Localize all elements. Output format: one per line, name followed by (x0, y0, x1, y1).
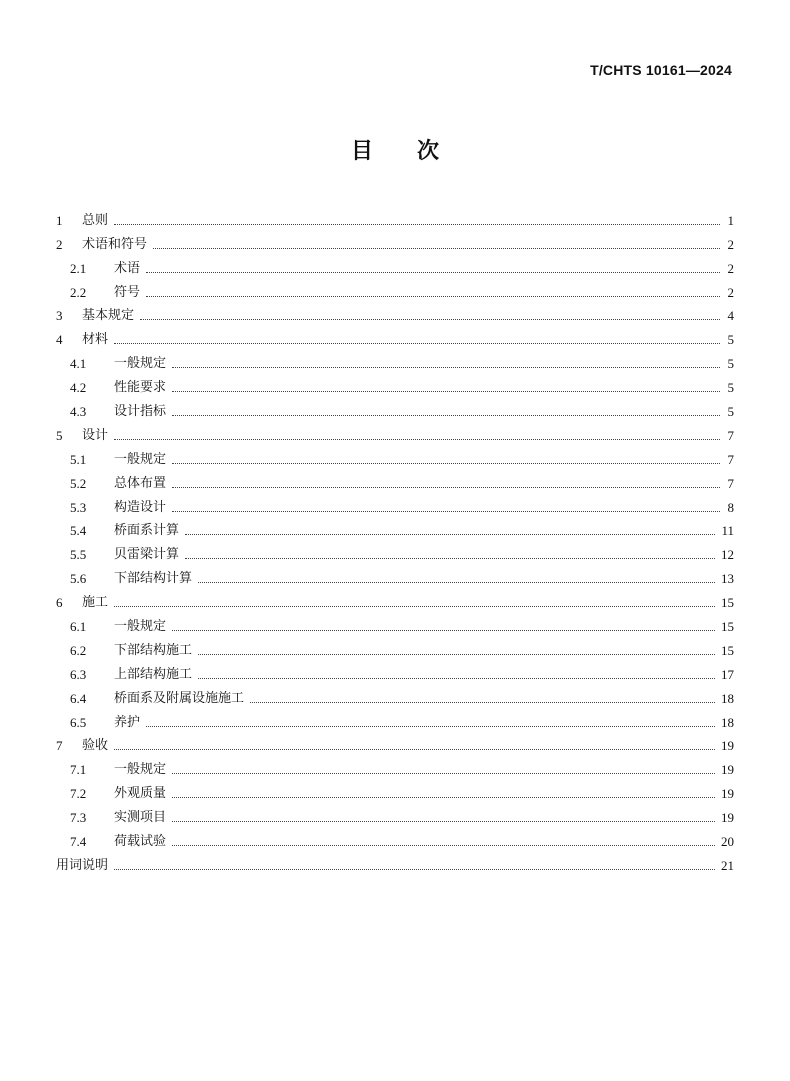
toc-entry-page-number: 19 (721, 810, 734, 826)
toc-entry-page-number: 15 (721, 619, 734, 635)
toc-entry-label: 术语 (114, 260, 141, 276)
toc-dot-leader (114, 223, 720, 225)
toc-dot-leader (172, 820, 715, 822)
toc-entry-page-number: 11 (721, 523, 734, 539)
toc-entry-label: 上部结构施工 (114, 666, 193, 682)
toc-entry-label: 施工 (82, 595, 109, 611)
toc-entry-number: 2.1 (70, 260, 87, 276)
toc-entry-page-number: 2 (727, 236, 734, 252)
toc-entry-number: 7.2 (70, 786, 87, 802)
toc-entry[interactable] (56, 516, 734, 540)
toc-entry-number: 7.4 (70, 834, 87, 850)
toc-entry-page-number: 2 (727, 260, 734, 276)
toc-dot-leader (172, 486, 720, 488)
toc-entry-label: 荷载试验 (114, 834, 167, 850)
toc-entry-number: 4.2 (70, 380, 87, 396)
toc-entry-label: 养护 (114, 714, 141, 730)
toc-entry[interactable] (56, 826, 734, 850)
toc-entry[interactable] (56, 563, 734, 587)
toc-entry-page-number: 7 (727, 451, 734, 467)
toc-entry-label: 一般规定 (114, 619, 167, 635)
toc-entry-label: 术语和符号 (82, 236, 148, 252)
toc-entry-page-number: 5 (727, 356, 734, 372)
toc-dot-leader (185, 533, 715, 535)
toc-entry-number: 5.2 (70, 475, 87, 491)
toc-entry-label: 下部结构计算 (114, 571, 193, 587)
toc-dot-leader (140, 318, 720, 320)
toc-entry-page-number: 2 (727, 284, 734, 300)
toc-entry-page-number: 18 (721, 714, 734, 730)
toc-dot-leader (198, 581, 715, 583)
toc-entry-number: 6.5 (70, 714, 87, 730)
toc-entry[interactable] (56, 683, 734, 707)
toc-entry-number: 4.1 (70, 356, 87, 372)
toc-dot-leader (198, 677, 715, 679)
toc-entry-label: 基本规定 (82, 308, 135, 324)
toc-entry[interactable] (56, 205, 734, 229)
toc-entry-number: 4.3 (70, 404, 87, 420)
toc-entry-number: 5.4 (70, 523, 87, 539)
toc-entry-number: 6 (56, 595, 63, 611)
toc-entry-page-number: 12 (721, 547, 734, 563)
toc-dot-leader (146, 295, 720, 297)
toc-entry-number: 6.3 (70, 666, 87, 682)
toc-entry-page-number: 13 (721, 571, 734, 587)
toc-entry-number: 5.6 (70, 571, 87, 587)
toc-dot-leader (146, 725, 715, 727)
toc-dot-leader (114, 342, 720, 344)
toc-entry[interactable] (56, 635, 734, 659)
toc-entry[interactable] (56, 492, 734, 516)
toc-dot-leader (185, 557, 715, 559)
toc-entry[interactable] (56, 802, 734, 826)
toc-entry-label: 验收 (82, 738, 109, 754)
toc-entry[interactable] (56, 754, 734, 778)
toc-entry-label: 性能要求 (114, 380, 167, 396)
toc-entry-label: 外观质量 (114, 786, 167, 802)
toc-entry-page-number: 7 (727, 475, 734, 491)
toc-entry[interactable] (56, 731, 734, 755)
toc-dot-leader (172, 629, 715, 631)
toc-entry-page-number: 19 (721, 738, 734, 754)
toc-dot-leader (114, 605, 715, 607)
toc-entry-number: 1 (56, 212, 63, 228)
toc-entry-label: 构造设计 (114, 499, 167, 515)
toc-entry-page-number: 4 (727, 308, 734, 324)
toc-entry[interactable] (56, 611, 734, 635)
toc-entry-label: 实测项目 (114, 810, 167, 826)
toc-entry-number: 6.4 (70, 690, 87, 706)
toc-entry-page-number: 21 (721, 857, 734, 873)
toc-dot-leader (172, 510, 720, 512)
toc-entry-page-number: 5 (727, 404, 734, 420)
toc-entry[interactable] (56, 348, 734, 372)
toc-entry[interactable] (56, 444, 734, 468)
toc-entry-label: 设计指标 (114, 404, 167, 420)
toc-entry-label: 总则 (82, 212, 109, 228)
toc-entry-number: 5 (56, 427, 63, 443)
toc-entry-label: 下部结构施工 (114, 642, 193, 658)
toc-dot-leader (146, 271, 720, 273)
toc-entry[interactable] (56, 539, 734, 563)
toc-entry-label: 总体布置 (114, 475, 167, 491)
page-title: 目次 (350, 139, 483, 164)
toc-entry-label: 设计 (82, 427, 109, 443)
toc-entry[interactable] (56, 587, 734, 611)
toc-entry-page-number: 7 (727, 427, 734, 443)
toc-entry-number: 3 (56, 308, 63, 324)
toc-dot-leader (250, 701, 715, 703)
toc-entry[interactable] (56, 420, 734, 444)
toc-entry-label: 一般规定 (114, 451, 167, 467)
toc-entry-number: 2.2 (70, 284, 87, 300)
toc-entry[interactable] (56, 277, 734, 301)
toc-dot-leader (198, 653, 715, 655)
toc-entry-number: 5.5 (70, 547, 87, 563)
toc-entry[interactable] (56, 396, 734, 420)
toc-dot-leader (114, 748, 715, 750)
toc-entry-number: 4 (56, 332, 63, 348)
toc-entry-page-number: 17 (721, 666, 734, 682)
toc-entry-number: 7.1 (70, 762, 87, 778)
toc-entry-number: 7.3 (70, 810, 87, 826)
toc-entry[interactable] (56, 659, 734, 683)
toc-dot-leader (153, 247, 720, 249)
toc-entry-page-number: 1 (727, 212, 734, 228)
toc-entry[interactable] (56, 468, 734, 492)
toc-entry-page-number: 5 (727, 332, 734, 348)
toc-entry-number: 5.3 (70, 499, 87, 515)
toc-entry[interactable] (56, 229, 734, 253)
toc-dot-leader (114, 868, 715, 870)
toc-dot-leader (172, 844, 715, 846)
toc-entry[interactable] (56, 850, 734, 874)
toc-entry-label: 桥面系及附属设施施工 (114, 690, 245, 706)
toc-dot-leader (172, 772, 715, 774)
toc-entry-label: 贝雷梁计算 (114, 547, 180, 563)
toc-entry-label: 一般规定 (114, 762, 167, 778)
toc-entry-number: 6.1 (70, 619, 87, 635)
toc-entry-number: 5.1 (70, 451, 87, 467)
toc-entry-page-number: 19 (721, 762, 734, 778)
document-code: T/CHTS 10161—2024 (590, 62, 732, 78)
toc-dot-leader (172, 366, 720, 368)
toc-dot-leader (172, 414, 720, 416)
toc-entry-page-number: 19 (721, 786, 734, 802)
toc-entry-label: 用词说明 (56, 857, 109, 873)
toc-entry-page-number: 8 (727, 499, 734, 515)
toc-dot-leader (114, 438, 720, 440)
toc-entry[interactable] (56, 372, 734, 396)
toc-entry[interactable] (56, 301, 734, 325)
toc-entry-label: 一般规定 (114, 356, 167, 372)
toc-entry-label: 桥面系计算 (114, 523, 180, 539)
toc-dot-leader (172, 462, 720, 464)
toc-entry-page-number: 5 (727, 380, 734, 396)
toc-entry-number: 6.2 (70, 642, 87, 658)
toc-dot-leader (172, 390, 720, 392)
toc-entry[interactable] (56, 253, 734, 277)
toc-entry-label: 符号 (114, 284, 141, 300)
table-of-contents (56, 205, 734, 874)
toc-entry-page-number: 20 (721, 834, 734, 850)
toc-entry-number: 7 (56, 738, 63, 754)
toc-entry[interactable] (56, 324, 734, 348)
toc-entry-page-number: 18 (721, 690, 734, 706)
toc-entry-label: 材料 (82, 332, 109, 348)
toc-dot-leader (172, 796, 715, 798)
toc-entry-number: 2 (56, 236, 63, 252)
toc-entry[interactable] (56, 778, 734, 802)
toc-entry[interactable] (56, 707, 734, 731)
toc-entry-page-number: 15 (721, 595, 734, 611)
toc-entry-page-number: 15 (721, 642, 734, 658)
